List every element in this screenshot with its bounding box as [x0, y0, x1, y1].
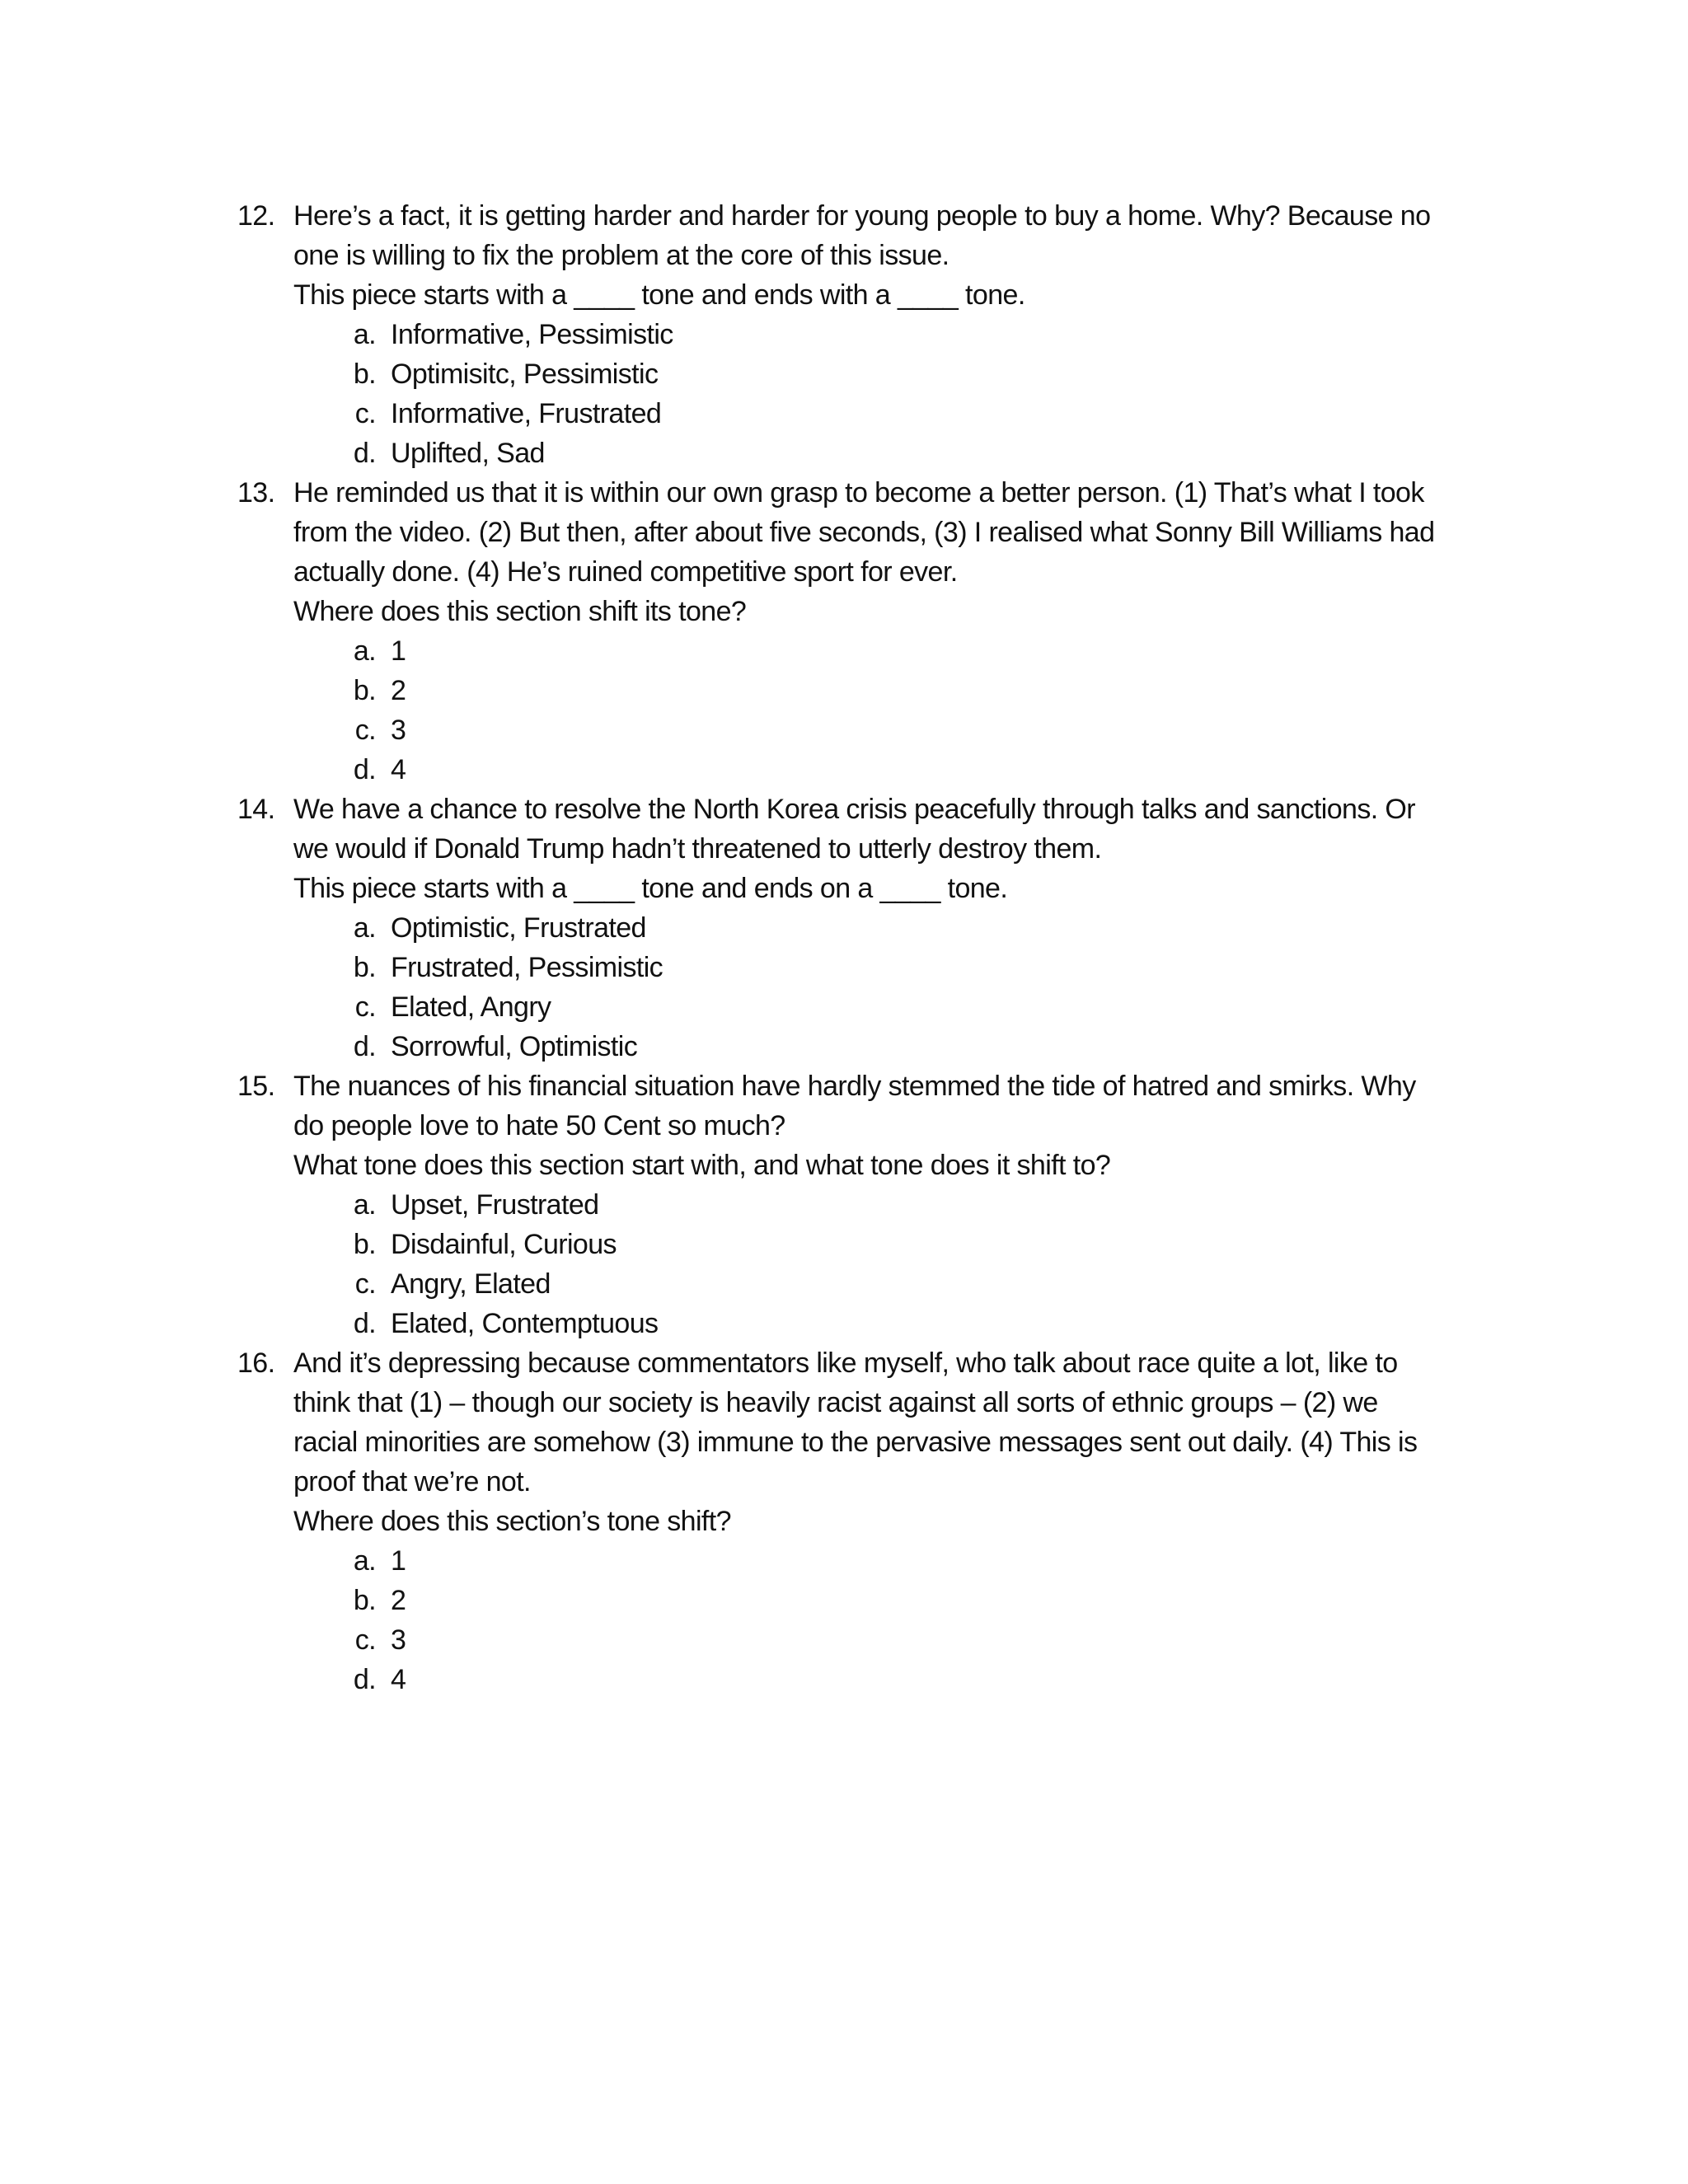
option-letter: a. [353, 635, 376, 667]
answer-options [293, 315, 1474, 473]
option-text: 1 [391, 1545, 406, 1577]
option-letter: c. [354, 398, 376, 429]
answer-options [293, 631, 1474, 790]
answer-options [293, 1185, 1474, 1343]
option-text: Frustrated, Pessimistic [391, 952, 663, 983]
question-prompt: Where does this section’s tone shift? [293, 1506, 731, 1537]
question-item [237, 790, 1474, 1066]
option-text: Disdainful, Curious [391, 1229, 617, 1260]
option-text: Angry, Elated [391, 1268, 551, 1300]
question-text-line: one is willing to fix the problem at the core of this issue. [293, 240, 950, 271]
option-letter: d. [353, 1664, 376, 1695]
answer-option [343, 1541, 1474, 1581]
option-letter: a. [353, 912, 376, 944]
answer-option [343, 1620, 1474, 1660]
question-text-line: actually done. (4) He’s ruined competitive sport for ever. [293, 556, 958, 588]
option-text: Optimisitc, Pessimistic [391, 359, 659, 390]
option-text: Sorrowful, Optimistic [391, 1031, 638, 1062]
question-text-line: do people love to hate 50 Cent so much? [293, 1110, 785, 1141]
question-text-line: And it’s depressing because commentators like myself, who talk about race quite a lot, like to [293, 1347, 1398, 1379]
question-text-line: think that (1) – though our society is heavily racist against all sorts of ethnic groups – (2) we [293, 1387, 1378, 1418]
answer-option [343, 710, 1474, 750]
question-text-line: from the video. (2) But then, after about five seconds, (3) I realised what Sonny Bill Williams had [293, 517, 1435, 548]
question-text-line: We have a chance to resolve the North Korea crisis peacefully through talks and sanctions. Or [293, 794, 1415, 825]
option-text: Elated, Contemptuous [391, 1308, 659, 1339]
option-letter: c. [354, 715, 376, 746]
question-item [237, 1066, 1474, 1343]
question-text-line: Here’s a fact, it is getting harder and harder for young people to buy a home. Why? Because no [293, 200, 1431, 232]
question-number: 14. [237, 794, 275, 825]
question-prompt: This piece starts with a ____ tone and ends on a ____ tone. [293, 873, 1008, 904]
answer-option [343, 1581, 1474, 1620]
answer-option [343, 1185, 1474, 1225]
answer-option [343, 434, 1474, 473]
answer-option [343, 671, 1474, 710]
answer-option [343, 1264, 1474, 1304]
question-prompt: What tone does this section start with, and what tone does it shift to? [293, 1150, 1111, 1181]
option-text: 2 [391, 675, 406, 706]
option-text: 4 [391, 1664, 406, 1695]
option-text: Optimistic, Frustrated [391, 912, 646, 944]
question-number: 13. [237, 477, 275, 509]
option-letter: b. [353, 1585, 376, 1616]
answer-options [293, 908, 1474, 1066]
option-letter: c. [354, 1268, 376, 1300]
option-text: Upset, Frustrated [391, 1189, 599, 1221]
question-number: 12. [237, 200, 275, 232]
answer-option [343, 631, 1474, 671]
question-text-line: He reminded us that it is within our own grasp to become a better person. (1) That’s what I took [293, 477, 1424, 509]
question-text-line: The nuances of his financial situation have hardly stemmed the tide of hatred and smirks. Why [293, 1071, 1416, 1102]
question-prompt: This piece starts with a ____ tone and ends with a ____ tone. [293, 279, 1025, 311]
option-text: Elated, Angry [391, 991, 551, 1023]
option-text: Informative, Pessimistic [391, 319, 673, 350]
option-letter: d. [353, 438, 376, 469]
question-text-line: we would if Donald Trump hadn’t threatened to utterly destroy them. [293, 833, 1102, 865]
answer-option [343, 1027, 1474, 1066]
answer-options [293, 1541, 1474, 1699]
question-item [237, 1343, 1474, 1699]
answer-option [343, 750, 1474, 790]
option-letter: b. [353, 359, 376, 390]
question-item [237, 196, 1474, 473]
option-text: 3 [391, 715, 406, 746]
option-letter: d. [353, 754, 376, 785]
option-letter: d. [353, 1031, 376, 1062]
answer-option [343, 394, 1474, 434]
question-prompt: Where does this section shift its tone? [293, 596, 747, 627]
option-text: Informative, Frustrated [391, 398, 662, 429]
answer-option [343, 948, 1474, 987]
question-item [237, 473, 1474, 790]
answer-option [343, 987, 1474, 1027]
answer-option [343, 908, 1474, 948]
option-letter: a. [353, 1545, 376, 1577]
option-text: Uplifted, Sad [391, 438, 545, 469]
option-letter: a. [353, 1189, 376, 1221]
option-letter: b. [353, 952, 376, 983]
answer-option [343, 315, 1474, 354]
question-number: 16. [237, 1347, 275, 1379]
option-letter: b. [353, 675, 376, 706]
answer-option [343, 1225, 1474, 1264]
option-letter: b. [353, 1229, 376, 1260]
option-letter: c. [354, 1624, 376, 1656]
question-list [237, 196, 1474, 1699]
option-letter: c. [354, 991, 376, 1023]
option-text: 2 [391, 1585, 406, 1616]
option-letter: d. [353, 1308, 376, 1339]
option-letter: a. [353, 319, 376, 350]
option-text: 1 [391, 635, 406, 667]
option-text: 3 [391, 1624, 406, 1656]
answer-option [343, 1660, 1474, 1699]
question-text-line: racial minorities are somehow (3) immune to the pervasive messages sent out daily. (4) This is [293, 1427, 1418, 1458]
answer-option [343, 1304, 1474, 1343]
answer-option [343, 354, 1474, 394]
question-number: 15. [237, 1071, 275, 1102]
question-text-line: proof that we’re not. [293, 1466, 531, 1497]
option-text: 4 [391, 754, 406, 785]
